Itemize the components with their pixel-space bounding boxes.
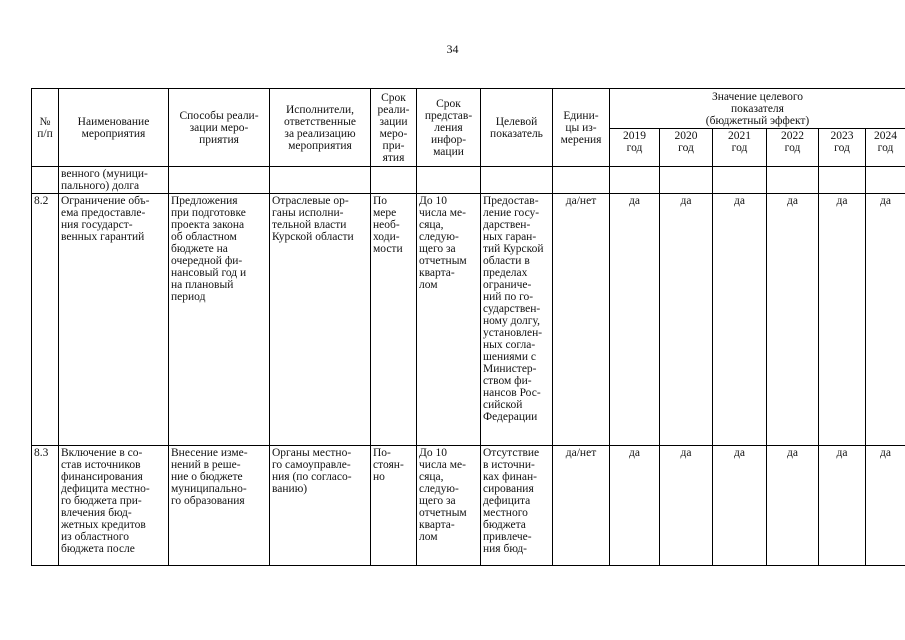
cell-name: Включение в со- став источников финансирования дефицита местно- го бюджета при- влечения бюд- жетных кредитов из областного бюджета после: [59, 446, 169, 566]
cell-value-2023: да: [819, 194, 866, 446]
cell-term-implementation: По- стоян- но: [371, 446, 417, 566]
table-row: [32, 446, 905, 566]
cell-units: да/нет: [553, 446, 610, 566]
header-units: Едини- цы из- мерения: [553, 89, 610, 167]
cell-methods: Внесение изме- нений в реше- ние о бюджете муниципально- го образования: [169, 446, 270, 566]
cell-value-2022: да: [767, 194, 819, 446]
cell-value-2021: да: [713, 194, 767, 446]
page-number: 34: [446, 42, 459, 56]
header-methods: Способы реали- зации меро- приятия: [169, 89, 270, 167]
cell-name: Ограничение объ- ема предоставле- ния государст- венных гарантий: [59, 194, 169, 446]
cell-term-implementation: По мере необ- ходи- мости: [371, 194, 417, 446]
cell-value-2019: да: [610, 194, 660, 446]
header-name: Наименование мероприятия: [59, 89, 169, 167]
header-executors: Исполнители, ответственные за реализацию мероприятия: [270, 89, 371, 167]
header-year-2021: 2021 год: [713, 129, 767, 167]
cell-term-information: До 10 числа ме- сяца, следую- щего за отчетным кварта- лом: [417, 194, 481, 446]
cell-name: венного (муници- пального) долга: [59, 167, 169, 194]
table-row: [32, 194, 905, 446]
cell-value-2023: да: [819, 446, 866, 566]
cell-indicator: Отсутствие в источни- ках финан- сирования дефицита местного бюджета привлече- ния бюд-: [481, 446, 553, 566]
header-indicator: Целевой показатель: [481, 89, 553, 167]
header-term-implementation: Срок реали- зации меро- при- ятия: [371, 89, 417, 167]
cell-executors: Органы местно- го самоуправле- ния (по согласо- ванию): [270, 446, 371, 566]
cell-indicator: Предостав- ление госу- дарствен- ных гаран- тий Курской области в пределах ограниче- ний по го- сударствен- ному долгу, установлен- ных согла- шениями с Министер- ством фи- нансов Рос- сийской Федерации: [481, 194, 553, 446]
cell-value-2024: да: [866, 194, 905, 446]
table-row-continuation: [32, 167, 905, 194]
cell-units: да/нет: [553, 194, 610, 446]
cell-value-2019: да: [610, 446, 660, 566]
cell-methods: Предложения при подготовке проекта закона об областном бюджете на очередной фи- нансовый год и на плановый период: [169, 194, 270, 446]
header-year-2020: 2020 год: [660, 129, 713, 167]
header-term-information: Срок представ- ления инфор- мации: [417, 89, 481, 167]
cell-value-2021: да: [713, 446, 767, 566]
cell-executors: Отраслевые ор- ганы исполни- тельной власти Курской области: [270, 194, 371, 446]
header-target-value-group: Значение целевого показателя (бюджетный эффект): [610, 89, 905, 129]
cell-value-2020: да: [660, 194, 713, 446]
cell-value-2020: да: [660, 446, 713, 566]
cell-value-2024: да: [866, 446, 905, 566]
cell-num: 8.3: [32, 446, 59, 566]
header-year-2023: 2023 год: [819, 129, 866, 167]
header-year-2024: 2024 год: [866, 129, 905, 167]
cell-term-information: До 10 числа ме- сяца, следую- щего за отчетным кварта- лом: [417, 446, 481, 566]
cell-value-2022: да: [767, 446, 819, 566]
cell-num: 8.2: [32, 194, 59, 446]
measures-table: [31, 88, 905, 566]
header-year-2022: 2022 год: [767, 129, 819, 167]
header-num: № п/п: [32, 89, 59, 167]
header-year-2019: 2019 год: [610, 129, 660, 167]
